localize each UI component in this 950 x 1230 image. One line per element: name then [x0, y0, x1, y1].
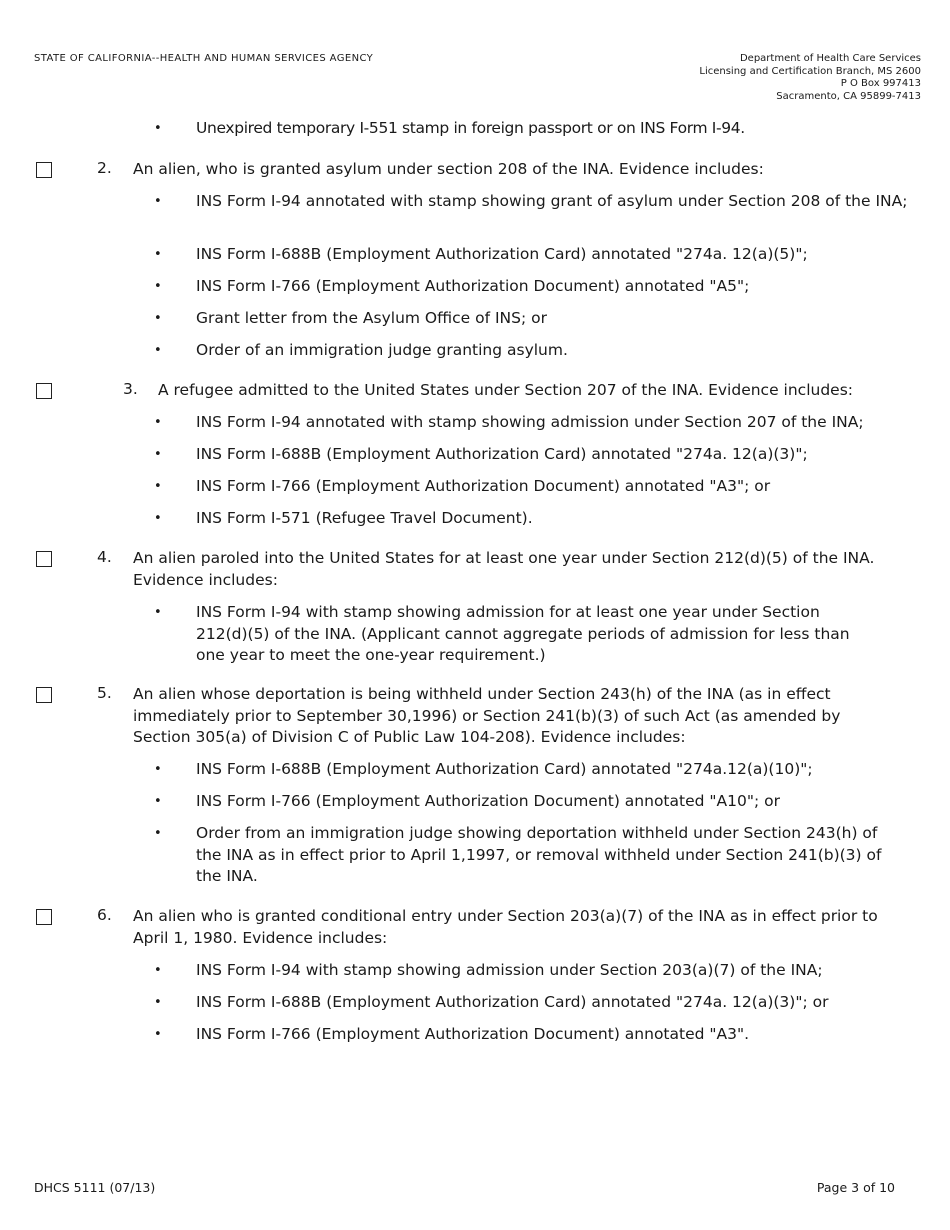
department-address: [521, 53, 921, 103]
continued-bullet: [0, 118, 950, 140]
item-text: A refugee admitted to the United States under Section 207 of the INA. Evidence includes:: [158, 381, 853, 399]
bullet-icon: •: [154, 279, 162, 294]
bullet-text: INS Form I-94 annotated with stamp showing admission under Section 207 of the INA;: [196, 413, 864, 431]
bullet-icon: •: [154, 963, 162, 978]
item-number: 2.: [97, 159, 112, 177]
bullet-text: INS Form I-688B (Employment Authorization Card) annotated "274a. 12(a)(5)";: [196, 245, 808, 263]
item-number: 3.: [123, 380, 138, 398]
bullet-icon: •: [154, 762, 162, 777]
bullet-icon: •: [154, 511, 162, 526]
item-text: An alien paroled into the United States for at least one year under Section 212(d)(5) of the INA. Evidence includes:: [133, 549, 875, 589]
item-text: An alien who is granted conditional entry under Section 203(a)(7) of the INA as in effect prior to April 1, 1980. Evidence includes:: [133, 907, 878, 947]
item-checkbox[interactable]: [36, 551, 52, 567]
bullet-icon: •: [154, 343, 162, 358]
page-number: Page 3 of 10: [816, 1180, 895, 1195]
bullet-icon: •: [154, 311, 162, 326]
bullet-icon: •: [154, 479, 162, 494]
address-line: Sacramento, CA 95899-7413: [776, 90, 921, 102]
item-checkbox[interactable]: [36, 909, 52, 925]
bullet-text: INS Form I-688B (Employment Authorization Card) annotated "274a. 12(a)(3)";: [196, 445, 808, 463]
bullet-text: INS Form I-766 (Employment Authorization Document) annotated "A3"; or: [196, 477, 771, 495]
bullet-text: Order of an immigration judge granting asylum.: [196, 341, 568, 359]
item-checkbox[interactable]: [36, 687, 52, 703]
item-number: 4.: [97, 548, 112, 566]
bullet-text: INS Form I-688B (Employment Authorization Card) annotated "274a. 12(a)(3)"; or: [196, 993, 829, 1011]
bullet-text: INS Form I-766 (Employment Authorization Document) annotated "A5";: [196, 277, 750, 295]
bullet-icon: •: [154, 194, 162, 209]
bullet-icon: •: [154, 1027, 162, 1042]
bullet-icon: •: [154, 995, 162, 1010]
item-checkbox[interactable]: [36, 383, 52, 399]
bullet-icon: •: [154, 826, 162, 841]
bullet-text: Order from an immigration judge showing deportation withheld under Section 243(h) of the INA as in effect prior to April 1,1997, or removal withheld under Section 241(b)(3) of the INA.: [196, 824, 882, 885]
address-line: Department of Health Care Services: [739, 53, 921, 64]
address-line: Licensing and Certification Branch, MS 2600: [699, 65, 921, 77]
bullet-text: INS Form I-571 (Refugee Travel Document).: [196, 509, 533, 527]
bullet-icon: •: [154, 794, 162, 809]
agency-header: STATE OF CALIFORNIA--HEALTH AND HUMAN SERVICES AGENCY: [34, 53, 374, 64]
bullet-text: INS Form I-688B (Employment Authorization Card) annotated "274a.12(a)(10)";: [196, 760, 813, 778]
item-number: 5.: [97, 684, 112, 702]
bullet-text: Unexpired temporary I-551 stamp in foreign passport or on INS Form I-94.: [196, 119, 745, 137]
item-text: An alien, who is granted asylum under section 208 of the INA. Evidence includes:: [133, 160, 764, 178]
form-id: DHCS 5111 (07/13): [34, 1180, 156, 1195]
bullet-icon: •: [154, 247, 162, 262]
item-checkbox[interactable]: [36, 162, 52, 178]
bullet-text: INS Form I-766 (Employment Authorization Document) annotated "A3".: [196, 1025, 750, 1043]
bullet-text: Grant letter from the Asylum Office of INS; or: [196, 309, 547, 327]
item-number: 6.: [97, 906, 112, 924]
bullet-icon: •: [154, 415, 162, 430]
bullet-text: INS Form I-766 (Employment Authorization Document) annotated "A10"; or: [196, 792, 780, 810]
bullet-icon: •: [154, 121, 162, 136]
bullet-icon: •: [154, 447, 162, 462]
bullet-text: INS Form I-94 annotated with stamp showing grant of asylum under Section 208 of the INA;: [196, 192, 908, 210]
bullet-icon: •: [154, 605, 162, 620]
bullet-text: INS Form I-94 with stamp showing admission under Section 203(a)(7) of the INA;: [196, 961, 823, 979]
address-line: P O Box 997413: [840, 78, 921, 90]
bullet-text: INS Form I-94 with stamp showing admission for at least one year under Section 212(d)(5) of the INA. (Applicant cannot aggregate periods of admission for less than one year to meet the one-year requirement.): [196, 603, 850, 664]
item-text: An alien whose deportation is being withheld under Section 243(h) of the INA (as in effect immediately prior to September 30,1996) or Section 241(b)(3) of such Act (as amended by Section 305(a) of Division C of Public Law 104-208). Evidence includes:: [133, 685, 841, 746]
